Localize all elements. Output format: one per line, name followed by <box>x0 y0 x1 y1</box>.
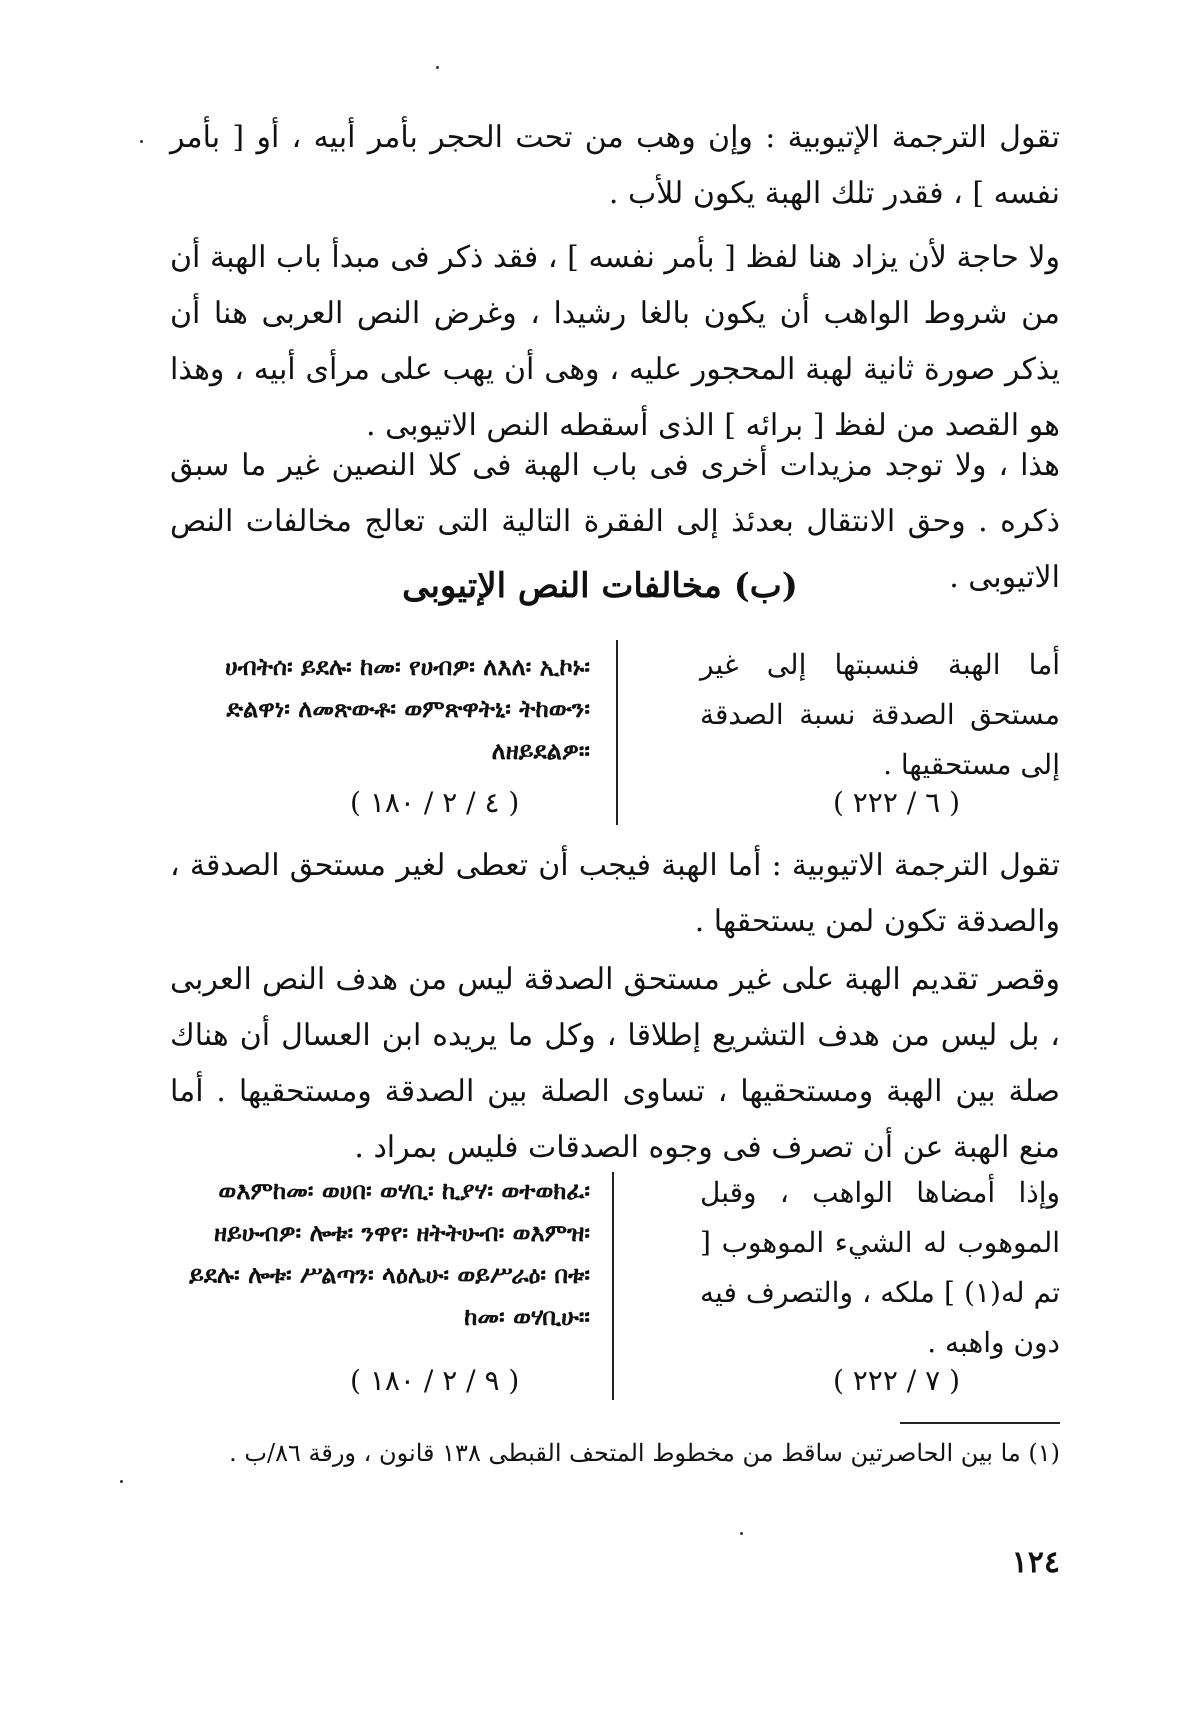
scan-speck <box>740 1532 743 1535</box>
section-heading: (ب) مخالفات النص الإتيوبى <box>402 566 798 606</box>
block1-arabic: أما الهبة فنسبتها إلى غير مستحق الصدقة نسبة الصدقة إلى مستحقيها . <box>700 648 1060 781</box>
block2-arabic: وإذا أمضاها الواهب ، وقبل الموهوب له الشيء الموهوب [ تم له(١) ] ملكه ، والتصرف فيه دون واهبه . <box>700 1176 1061 1359</box>
paragraph-2: ولا حاجة لأن يزاد هنا لفظ [ بأمر نفسه ] ، فقد ذكر فى مبدأ باب الهبة أن من شروط الواهب أن يكون بالغا رشيدا ، وغرض النص العربى هنا أن يذكر صورة ثانية لهبة المحجور عليه ، وهى أن يهب على مرأى أبيه ، وهذا هو القصد من لفظ [ برائه ] الذى أسقطه النص الاتيوبى . <box>170 240 1060 443</box>
parallel-block-1 <box>160 640 1060 830</box>
scan-speck <box>436 66 439 69</box>
block1-ethiopic-ref: ( ٤ / ٢ / ١٨٠ ) <box>350 786 520 819</box>
block1-ethiopic: ሀብትሰ፡ ይደሉ፡ ከመ፡ የሀብዎ፡ ለእለ፡ ኢኮኑ፡ ድልዋነ፡ ለመጽውቶ፡ ወምጽዋትኒ፡ ትከውን፡ ለዘይደልዎ። <box>225 653 590 765</box>
block2-ethiopic-ref: ( ٩ / ٢ / ١٨٠ ) <box>350 1364 520 1397</box>
paragraph-5: وقصر تقديم الهبة على غير مستحق الصدقة ليس من هدف النص العربى ، بل ليس من هدف التشريع إطلاقا ، وكل ما يريده ابن العسال أن هناك صلة بين الهبة ومستحقيها ، تساوى الصلة بين الصدقة ومستحقيها . أما منع الهبة عن أن تصرف فى وجوه الصدقات فليس بمراد . <box>170 962 1060 1165</box>
page-number: ١٢٤ <box>1011 1545 1060 1580</box>
column-divider <box>616 640 618 825</box>
paragraph-4: تقول الترجمة الاتيوبية : أما الهبة فيجب أن تعطى لغير مستحق الصدقة ، والصدقة تكون لمن يستحقها . <box>170 848 1060 939</box>
block2-arabic-ref: ( ٧ / ٢٢٢ ) <box>832 1364 960 1397</box>
column-divider <box>612 1172 614 1400</box>
block2-ethiopic: ወእምከመ፡ ወሀበ፡ ወሃቢ፡ ኪያሃ፡ ወተወክፈ፡ ዘይሁብዎ፡ ሎቱ፡ ንዋየ፡ ዘትትሁብ፡ ወእምዝ፡ ይደሉ፡ ሎቱ፡ ሥልጣን፡ ላዕሌሁ፡ ወይሥራዕ፡ በቱ፡ ከመ፡ ወሃቢሁ። <box>189 1177 590 1331</box>
block1-arabic-ref: ( ٦ / ٢٢٢ ) <box>832 786 960 819</box>
paragraph-1: تقول الترجمة الإتيوبية : وإن وهب من تحت الحجر بأمر أبيه ، أو [ بأمر نفسه ] ، فقدر تلك الهبة يكون للأب . <box>170 120 1060 211</box>
scan-speck <box>120 1480 123 1483</box>
paragraph-3: هذا ، ولا توجد مزيدات أخرى فى باب الهبة فى كلا النصين غير ما سبق ذكره . وحق الانتقال بعدئذ إلى الفقرة التالية التى تعالج مخالفات النص الاتيوبى . <box>170 448 1060 595</box>
scan-speck <box>140 140 143 143</box>
parallel-block-2 <box>160 1168 1060 1408</box>
footnote: (١) ما بين الحاصرتين ساقط من مخطوط المتحف القبطى ١٣٨ قانون ، ورقة ٨٦/ب . <box>229 1439 1060 1467</box>
footnote-rule <box>900 1422 1060 1424</box>
